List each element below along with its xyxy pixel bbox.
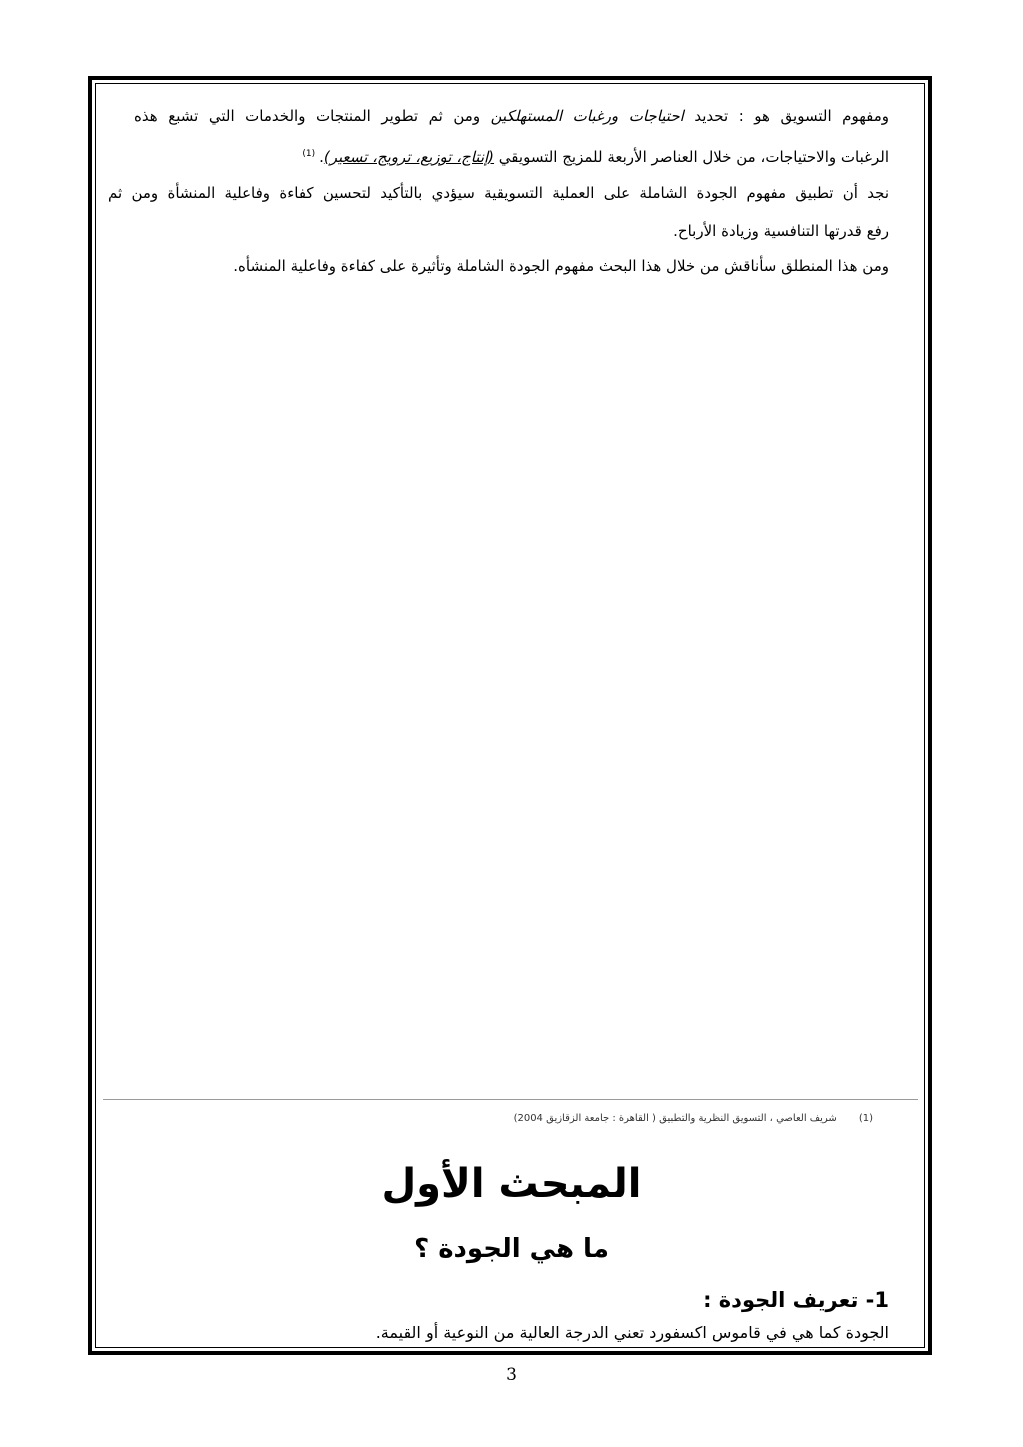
line1-text-end: ومن ثم تطوير المنتجات والخدمات التي تشبع هذه: [134, 107, 491, 125]
footnote-number: (1): [858, 1113, 873, 1124]
line1-text: ومفهوم التسويق هو : تحديد: [683, 107, 889, 125]
paragraph-line-1: [134, 106, 889, 126]
marketing-mix-list: (إنتاج، توزيع، ترويج، تسعير): [323, 148, 495, 166]
footnote-reference[interactable]: (1): [302, 149, 316, 159]
page-number: 3: [506, 1365, 517, 1385]
line2-period: .: [319, 148, 324, 166]
paragraph-line-3: نجد أن تطبيق مفهوم الجودة الشاملة على العملية التسويقية سيؤدي بالتأكيد لتحسين كفاءة وفاعلية المنشأة ومن ثم: [108, 184, 889, 202]
section-title: المبحث الأول: [381, 1161, 642, 1207]
footnote-separator: [103, 1099, 918, 1100]
paragraph-line-4: رفع قدرتها التنافسية وزيادة الأرباح.: [673, 222, 889, 240]
line1-italic-text: احتياجات ورغبات المستهلكين: [490, 107, 684, 125]
paragraph-line-5: ومن هذا المنطلق سأناقش من خلال هذا البحث مفهوم الجودة الشاملة وتأثيرة على كفاءة وفاعلية المنشأه.: [233, 257, 889, 275]
paragraph-line-2: [302, 144, 889, 167]
line2-text: الرغبات والاحتياجات، من خلال العناصر الأربعة للمزيج التسويقي: [494, 148, 889, 166]
subheading-definition: 1- تعريف الجودة :: [703, 1288, 889, 1312]
definition-text: الجودة كما هي في قاموس اكسفورد تعني الدرجة العالية من النوعية أو القيمة.: [375, 1323, 889, 1342]
section-question: ما هي الجودة ؟: [414, 1234, 609, 1264]
footnote: [514, 1113, 873, 1124]
footnote-text: شريف العاصي ، التسويق النظرية والتطبيق ( القاهرة : جامعة الزقازيق 2004): [513, 1113, 837, 1124]
